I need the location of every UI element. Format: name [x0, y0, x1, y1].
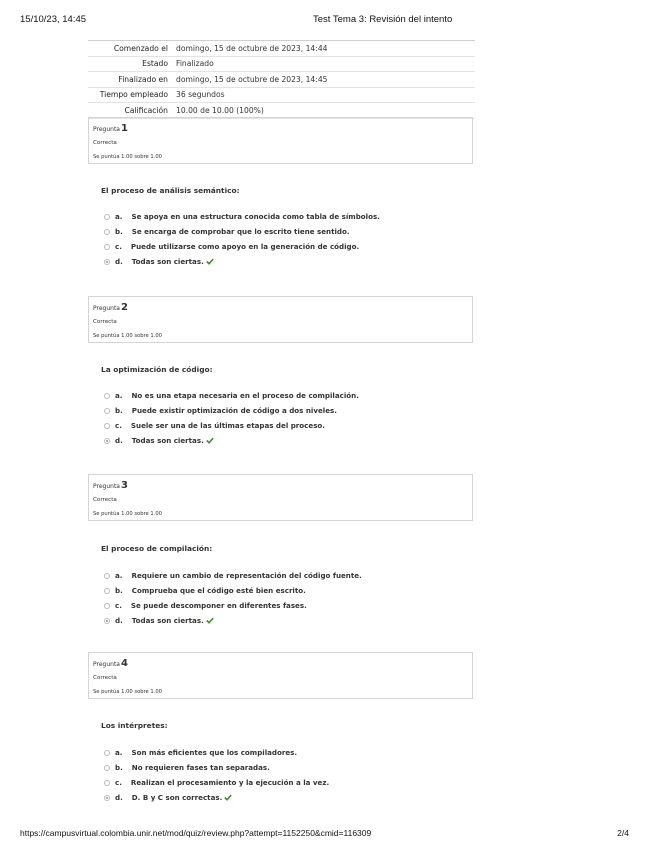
question-state: Correcta [93, 497, 117, 503]
answer-option[interactable] [104, 224, 380, 239]
summary-label: Calificación [124, 105, 168, 115]
answer-letter: b. [115, 586, 123, 595]
answer-list-3 [104, 568, 362, 628]
answer-text: Todas son ciertas. [131, 436, 204, 445]
summary-row-finished [88, 71, 475, 87]
summary-value: 10.00 de 10.00 (100%) [176, 105, 264, 115]
answer-text: Puede existir optimización de código a dos niveles. [131, 406, 337, 415]
answer-text: Requiere un cambio de representación del código fuente. [131, 571, 362, 580]
summary-row-started [88, 40, 475, 56]
question-info-1 [88, 117, 473, 164]
radio-button[interactable] [104, 750, 110, 756]
question-state: Correcta [93, 675, 117, 681]
question-state: Correcta [93, 319, 117, 325]
answer-option[interactable] [104, 745, 329, 760]
answer-list-4 [104, 745, 329, 805]
question-number: Pregunta4 [93, 658, 128, 669]
answer-letter: a. [115, 571, 123, 580]
summary-value: Finalizado [176, 59, 214, 69]
question-number-value: 2 [120, 302, 128, 313]
question-text-4: Los intérpretes: [101, 721, 168, 730]
radio-button[interactable] [104, 244, 110, 250]
summary-row-state [88, 56, 475, 72]
radio-button[interactable] [104, 765, 110, 771]
answer-letter: c. [115, 242, 122, 251]
answer-option[interactable] [104, 760, 329, 775]
question-info-4 [88, 652, 473, 699]
summary-value: domingo, 15 de octubre de 2023, 14:44 [176, 43, 328, 53]
radio-button-checked[interactable] [104, 438, 110, 444]
answer-text: Se encarga de comprobar que lo escrito tiene sentido. [131, 227, 350, 236]
summary-label: Comenzado el [113, 43, 168, 53]
answer-letter: b. [115, 227, 123, 236]
answer-text: Son más eficientes que los compiladores. [131, 748, 298, 757]
radio-button[interactable] [104, 393, 110, 399]
question-info-2 [88, 296, 473, 343]
answer-letter: d. [115, 793, 123, 802]
question-state: Correcta [93, 140, 117, 146]
question-text-1: El proceso de análisis semántico: [101, 186, 240, 195]
question-number-value: 3 [120, 480, 128, 491]
answer-letter: d. [115, 436, 123, 445]
answer-text: Suele ser una de las últimas etapas del proceso. [130, 421, 325, 430]
summary-label: Tiempo empleado [99, 90, 168, 100]
answer-text: No requieren fases tan separadas. [131, 763, 270, 772]
print-date: 15/10/23, 14:45 [20, 14, 87, 25]
answer-option[interactable] [104, 583, 362, 598]
answer-letter: a. [115, 748, 123, 757]
radio-button[interactable] [104, 229, 110, 235]
answer-list-1 [104, 209, 380, 269]
summary-label: Finalizado en [118, 74, 168, 84]
radio-button[interactable] [104, 573, 110, 579]
check-icon [206, 437, 214, 444]
check-icon [224, 794, 232, 801]
print-header [20, 14, 635, 28]
answer-letter: a. [115, 391, 123, 400]
page-number: 2/4 [617, 828, 629, 838]
answer-option[interactable] [104, 239, 380, 254]
answer-letter: c. [115, 421, 122, 430]
answer-letter: a. [115, 212, 123, 221]
question-grade: Se puntúa 1.00 sobre 1.00 [93, 511, 162, 517]
answer-text: Se puede descomponer en diferentes fases. [130, 601, 307, 610]
radio-button-checked[interactable] [104, 259, 110, 265]
answer-text: Realizan el procesamiento y la ejecución a la vez. [130, 778, 330, 787]
radio-button[interactable] [104, 588, 110, 594]
question-text-2: La optimización de código: [101, 365, 213, 374]
print-title: Test Tema 3: Revisión del intento [313, 14, 453, 25]
answer-letter: b. [115, 763, 123, 772]
question-number: Pregunta3 [93, 480, 128, 491]
radio-button[interactable] [104, 214, 110, 220]
radio-button[interactable] [104, 423, 110, 429]
answer-option[interactable] [104, 598, 362, 613]
answer-option[interactable] [104, 209, 380, 224]
answer-option[interactable] [104, 568, 362, 583]
check-icon [206, 617, 214, 624]
radio-button-checked[interactable] [104, 618, 110, 624]
question-text-3: El proceso de compilación: [101, 544, 213, 553]
question-number-value: 1 [120, 123, 128, 134]
answer-letter: d. [115, 257, 123, 266]
answer-option[interactable] [104, 403, 359, 418]
answer-option-selected[interactable] [104, 790, 329, 805]
radio-button[interactable] [104, 603, 110, 609]
answer-option-selected[interactable] [104, 613, 362, 628]
summary-value: 36 segundos [176, 90, 225, 100]
answer-text: Se apoya en una estructura conocida como tabla de símbolos. [131, 212, 380, 221]
question-number: Pregunta2 [93, 302, 128, 313]
question-info-3 [88, 474, 473, 521]
radio-button-checked[interactable] [104, 795, 110, 801]
attempt-summary-table [88, 40, 475, 119]
answer-text: Todas son ciertas. [131, 616, 204, 625]
answer-text: Comprueba que el código esté bien escrito. [131, 586, 306, 595]
summary-label: Estado [142, 59, 168, 69]
summary-value: domingo, 15 de octubre de 2023, 14:45 [176, 74, 328, 84]
question-grade: Se puntúa 1.00 sobre 1.00 [93, 333, 162, 339]
question-number: Pregunta1 [93, 123, 128, 134]
answer-option-selected[interactable] [104, 433, 359, 448]
answer-list-2 [104, 388, 359, 448]
answer-option[interactable] [104, 388, 359, 403]
answer-letter: b. [115, 406, 123, 415]
radio-button[interactable] [104, 780, 110, 786]
answer-option[interactable] [104, 418, 359, 433]
answer-letter: c. [115, 601, 122, 610]
answer-text: Todas son ciertas. [131, 257, 204, 266]
question-number-value: 4 [120, 658, 128, 669]
question-grade: Se puntúa 1.00 sobre 1.00 [93, 154, 162, 160]
answer-option-selected[interactable] [104, 254, 380, 269]
answer-text: D. B y C son correctas. [131, 793, 223, 802]
page-url[interactable]: https://campusvirtual.colombia.unir.net/mod/quiz/review.php?attempt=1152250&cmid=116309 [20, 828, 372, 838]
question-grade: Se puntúa 1.00 sobre 1.00 [93, 689, 162, 695]
answer-text: Puede utilizarse como apoyo en la generación de código. [130, 242, 360, 251]
answer-letter: d. [115, 616, 123, 625]
answer-letter: c. [115, 778, 122, 787]
check-icon [206, 258, 214, 265]
answer-text: No es una etapa necesaria en el proceso de compilación. [131, 391, 359, 400]
print-footer [20, 828, 635, 840]
radio-button[interactable] [104, 408, 110, 414]
summary-row-time [88, 87, 475, 103]
answer-option[interactable] [104, 775, 329, 790]
